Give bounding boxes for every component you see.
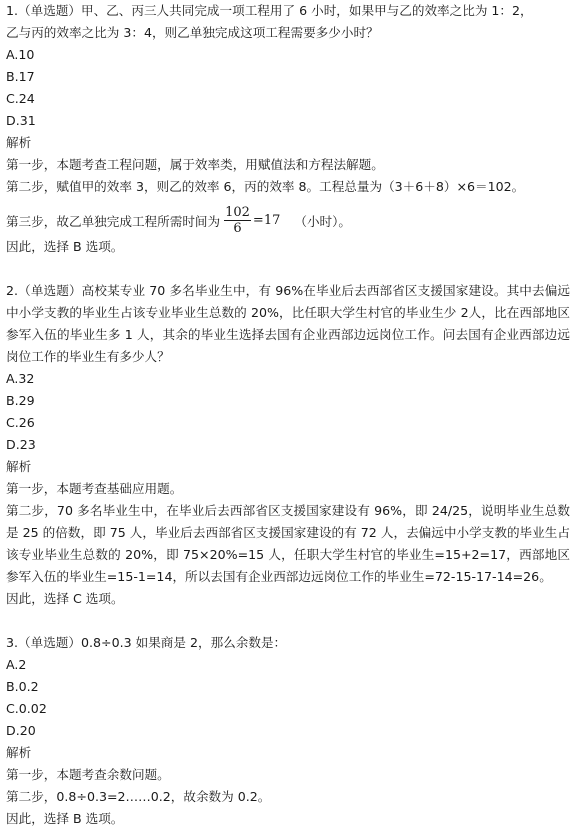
q2-step-1: 第一步，本题考查基础应用题。 [6, 481, 183, 496]
q3-step-2: 第二步，0.8÷0.3=2……0.2，故余数为 0.2。 [6, 789, 271, 804]
q1-stem-line-2: 乙与丙的效率之比为 3：4，则乙单独完成这项工程需要多少小时？ [6, 25, 379, 40]
q3-option-d: D.20 [6, 723, 36, 738]
q1-option-d: D.31 [6, 113, 36, 128]
q1-fraction-numerator: 102 [225, 204, 250, 220]
q2-option-b: B.29 [6, 393, 35, 408]
q3-analysis-label: 解析 [6, 745, 32, 760]
q1-step-3-text: 第三步，故乙单独完成工程所需时间为 [6, 213, 221, 229]
q1-stem-line-1: 1.（单选题）甲、乙、丙三人共同完成一项工程用了 6 小时，如果甲与乙的效率之比为 1：2， [6, 3, 533, 18]
q2-step-2: 第二步，70 多名毕业生中，在毕业后去西部省区支援国家建设有 96%，即 24/25，说明毕业生总数是 25 的倍数，即 75 人，毕业后去西部省区支援国家建设的有 72 人，去偏远中小学支教的毕业生占该专业毕业生总数的 20%，即 75×20%=15 人，任职大学生村官的毕业生=15+2=17，西部地区参军入伍的毕业生=15-1=14，所以去国有企业西部边远岗位工作的毕业生=72-15-17-14=26。 [6, 503, 570, 584]
q1-step-3 [6, 204, 570, 236]
q3-step-1: 第一步，本题考查余数问题。 [6, 767, 170, 782]
q3-conclusion: 因此，选择 B 选项。 [6, 811, 124, 826]
question-3 [6, 632, 570, 830]
spacer [6, 258, 570, 280]
q1-fraction-denominator: 6 [233, 220, 242, 236]
q1-option-a: A.10 [6, 47, 35, 62]
q1-conclusion: 因此，选择 B 选项。 [6, 239, 124, 254]
q2-stem: 2.（单选题）高校某专业 70 多名毕业生中，有 96%在毕业后去西部省区支援国家建设。其中去偏远中小学支教的毕业生占该专业毕业生总数的 20%，比任职大学生村官的毕业生少 2人，比在西部地区参军入伍的毕业生多 1 人，其余的毕业生选择去国有企业西部边远岗位工作。问去国有企业西部边远岗位工作的毕业生有多少人？ [6, 283, 570, 364]
q2-conclusion: 因此，选择 C 选项。 [6, 591, 124, 606]
q2-analysis-label: 解析 [6, 459, 32, 474]
q2-option-d: D.23 [6, 437, 36, 452]
q1-step-1: 第一步，本题考查工程问题，属于效率类，用赋值法和方程法解题。 [6, 157, 384, 172]
question-2 [6, 280, 570, 610]
spacer [6, 610, 570, 632]
q3-stem: 3.（单选题）0.8÷0.3 如果商是 2，那么余数是： [6, 635, 287, 650]
question-1 [6, 0, 570, 258]
q1-analysis-label: 解析 [6, 135, 32, 150]
q1-option-c: C.24 [6, 91, 35, 106]
q1-step-3-unit: （小时）。 [294, 213, 352, 229]
q1-step-2: 第二步，赋值甲的效率 3，则乙的效率 6，丙的效率 8。工程总量为（3＋6＋8）×6＝102。 [6, 179, 525, 194]
q3-option-c: C.0.02 [6, 701, 47, 716]
q3-option-a: A.2 [6, 657, 27, 672]
q2-option-c: C.26 [6, 415, 35, 430]
q1-option-b: B.17 [6, 69, 35, 84]
q1-fraction [224, 205, 280, 236]
q2-option-a: A.32 [6, 371, 35, 386]
q3-option-b: B.0.2 [6, 679, 39, 694]
q1-fraction-result: =17 [252, 212, 281, 228]
